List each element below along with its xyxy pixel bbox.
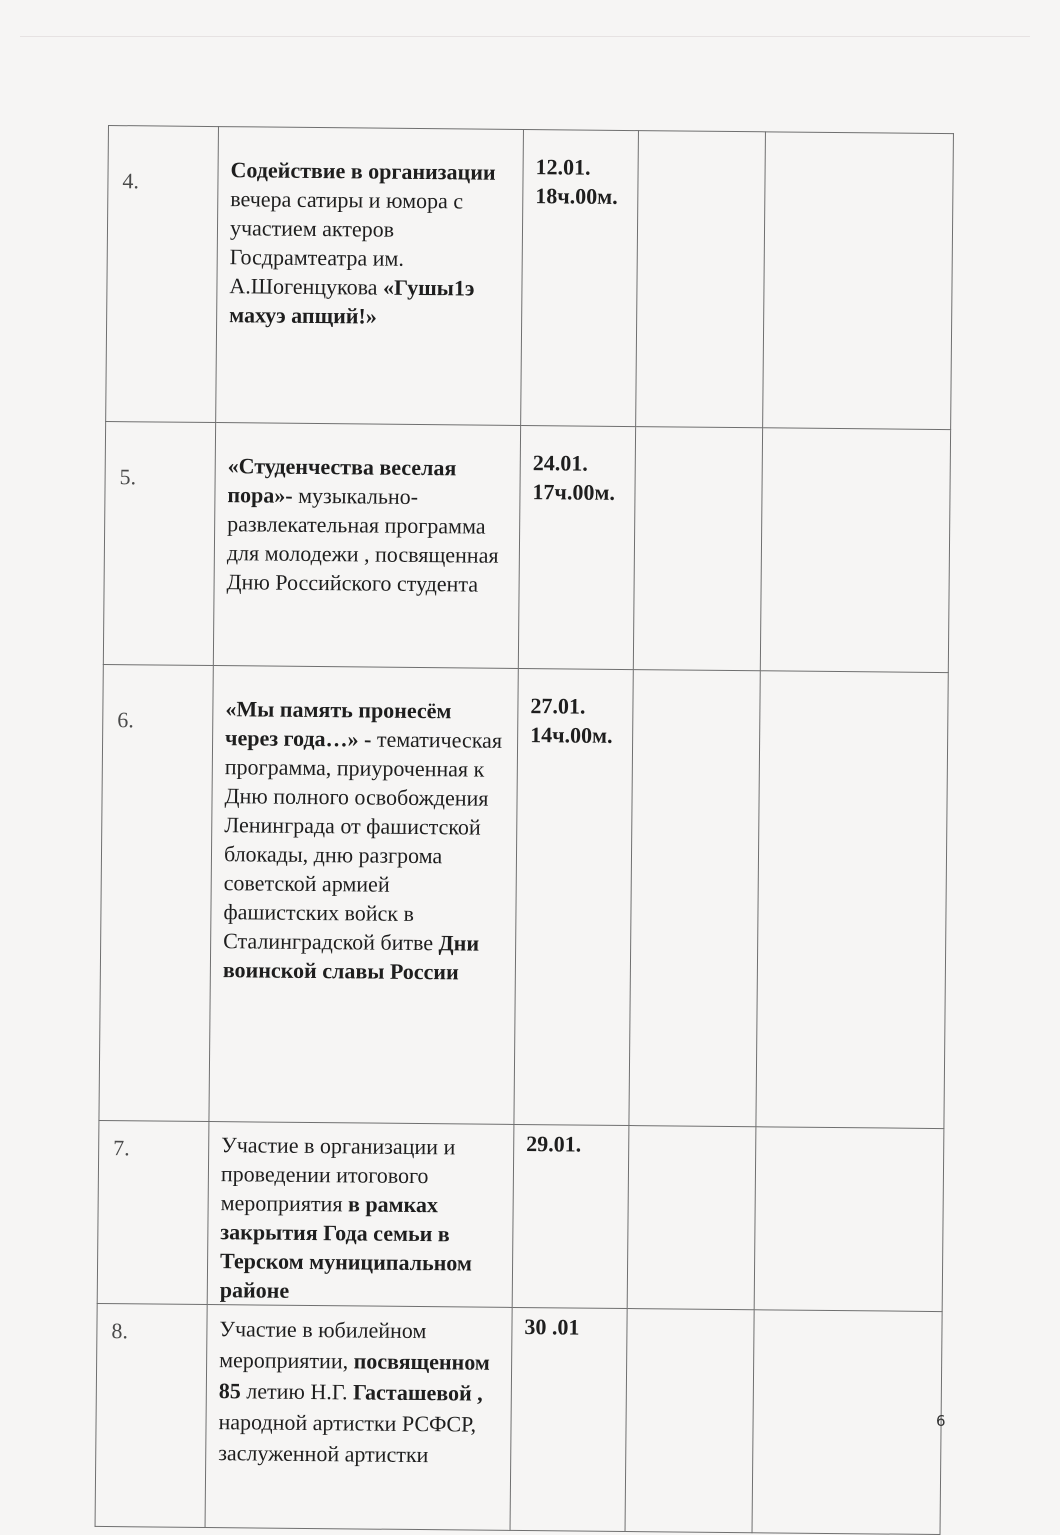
event-text-bold: «Студенчества веселая пора»- (227, 453, 457, 508)
event-date: 30 .01 (524, 1314, 580, 1340)
table-row (97, 1120, 944, 1311)
event-text: тематическая программа, приуроченная к Дню полного освобождения Ленинграда от фашистской блокады, дню разгрома советской армией фашистских войск в Сталинградской битве (223, 726, 503, 956)
event-description (207, 1122, 514, 1308)
row-number: 6. (99, 664, 213, 1121)
event-description (205, 1305, 512, 1531)
event-description (209, 666, 518, 1125)
row-number: 7. (97, 1120, 209, 1304)
empty-cell (754, 1127, 944, 1312)
event-date: 27.01. (530, 693, 586, 719)
event-time: 17ч.00м. (532, 479, 616, 505)
event-datetime (510, 1307, 627, 1531)
event-date: 12.01. (535, 154, 591, 180)
event-datetime (512, 1124, 629, 1308)
scan-edge-line (20, 36, 1030, 37)
empty-cell (633, 427, 762, 671)
event-datetime (521, 129, 639, 426)
event-time: 14ч.00м. (530, 722, 613, 748)
event-date: 29.01. (526, 1131, 582, 1157)
empty-cell (629, 670, 760, 1127)
event-datetime (518, 425, 635, 669)
empty-cell (625, 1309, 754, 1533)
event-text-bold: Гасташевой , (352, 1379, 483, 1406)
page-number: 6 (936, 1412, 946, 1430)
table-row (99, 664, 948, 1128)
row-number: 5. (103, 421, 215, 665)
empty-cell (756, 671, 948, 1129)
empty-cell (752, 1310, 942, 1535)
empty-cell (763, 132, 954, 430)
table-row (103, 421, 950, 672)
empty-cell (636, 131, 766, 428)
event-date: 24.01. (532, 450, 588, 476)
event-description (213, 423, 520, 669)
event-text: Участие в юбилейном мероприятии, (219, 1316, 427, 1374)
event-text: музыкально-развлекательная программа для молодежи , посвященная Дню Российского студента (226, 482, 499, 597)
event-text: вечера сатиры и юмора с участием актеров Госдрамтеатра им. А.Шогенцукова (229, 186, 464, 300)
event-text: народной артистки РСФСР, заслуженной артистки (218, 1409, 477, 1468)
row-number: 4. (106, 126, 219, 423)
event-text-bold: Содействие в (230, 157, 363, 184)
events-table (95, 125, 954, 1535)
empty-cell (627, 1126, 756, 1310)
event-text: Участие в организации и проведении итогового мероприятия (220, 1132, 456, 1217)
event-datetime (514, 668, 633, 1125)
event-text-bold: «Гушы1э махуэ апщий!» (229, 274, 475, 329)
event-text-bold: «Мы память пронесём через года…» - (225, 696, 452, 752)
event-text: летию Н.Г. (240, 1378, 354, 1405)
event-text-bold: Дни воинской славы России (222, 930, 480, 985)
event-description (216, 127, 524, 426)
event-text-bold: организации (368, 158, 496, 185)
event-time: 18ч.00м. (535, 183, 618, 209)
event-text-bold: в рамках закрытия Года семьи в Терском муниципальном районе (219, 1191, 473, 1303)
empty-cell (760, 428, 950, 673)
table-row (106, 126, 954, 430)
row-number: 8. (95, 1303, 207, 1527)
event-text-bold: посвященном 85 (218, 1348, 490, 1404)
